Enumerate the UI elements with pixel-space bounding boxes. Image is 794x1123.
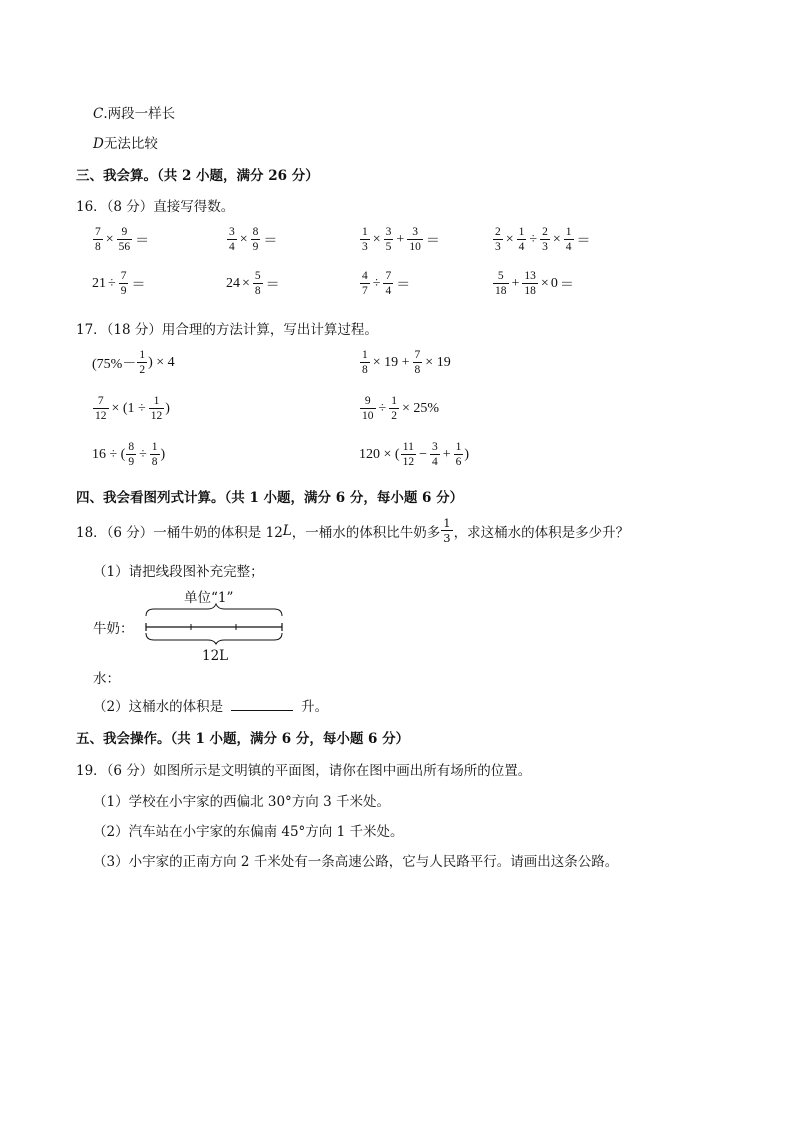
option-d-text: 无法比较 [103,136,158,152]
q17-expr-3: $\frac{7}{12}$ × (1 ÷ $\frac{1}{12}$ ) [95,395,170,423]
option-c-letter: C [93,106,104,122]
fraction: $\frac{7}{9}$ [120,270,127,298]
fraction: $\frac{1}{8}$ [362,349,368,377]
q17-expr-1: (75%－ $\frac{1}{2}$ ) × 4 [92,349,175,377]
fraction: $\frac{5}{18}$ [495,270,507,298]
option-d-letter: D [93,136,104,152]
fraction: $\frac{1}{4}$ [518,226,525,254]
q16-expr-d: $\frac{2}{3}$ × $\frac{1}{4}$ ÷ $\frac{2}{3}$ × $\frac{1}{4}$ ＝ [495,226,591,254]
bottom-brace [146,633,282,644]
line-segment-diagram [140,603,290,645]
q16-expr-c: $\frac{1}{3}$ × $\frac{3}{5}$ + $\frac{3}{10}$ ＝ [362,226,440,254]
fraction: $\frac{11}{12}$ [402,441,415,469]
q18-sub1: （1）请把线段图补充完整； [93,564,264,580]
fraction: $\frac{1}{6}$ [455,441,462,469]
q16-expr-g: $\frac{4}{7}$ ÷ $\frac{7}{4}$ ＝ [362,270,411,298]
milk-label: 牛奶： [93,621,134,637]
q16-expr-b: $\frac{3}{4}$ × $\frac{8}{9}$ ＝ [229,226,278,254]
fraction: $\frac{3}{10}$ [409,226,421,254]
total-label: 12L [202,648,229,664]
option-c-text: 两段一样长 [107,106,176,122]
fraction: $\frac{1}{2}$ [139,349,146,377]
q19-sub1: （1）学校在小宇家的西偏北 30°方向 3 千米处。 [93,794,390,810]
section-4-heading: 四、我会看图列式计算。（共 1 小题，满分 6 分，每小题 6 分） [76,490,464,506]
q16-expr-f: 24 × $\frac{5}{8}$ ＝ [226,270,280,298]
section-5-heading: 五、我会操作。（共 1 小题，满分 6 分，每小题 6 分） [76,731,410,747]
fraction: $\frac{1}{3}$ [443,516,451,546]
fraction: $\frac{9}{10}$ [362,395,374,423]
top-brace [146,604,282,616]
fraction: $\frac{7}{12}$ [95,395,107,423]
fraction: $\frac{1}{2}$ [391,395,397,423]
fraction: $\frac{1}{3}$ [362,226,368,254]
fraction: $\frac{1}{12}$ [150,395,163,423]
fraction: $\frac{3}{4}$ [229,226,235,254]
option-c: C.两段一样长 [93,106,176,122]
fraction: $\frac{7}{8}$ [95,226,101,254]
fraction: $\frac{3}{4}$ [431,441,438,469]
q18-sub2: （2）这桶水的体积是 升。 [93,699,329,715]
option-d [93,132,158,152]
unit-one-label: 单位“1” [184,590,234,606]
q17-expr-4: $\frac{9}{10}$ ÷ $\frac{1}{2}$ × 25% [362,395,439,423]
q18-title: 18．（6 分）一桶牛奶的体积是 12 L ，一桶水的体积比牛奶多 $\frac{1}{3}$ ，求这桶水的体积是多少升？ [76,516,630,546]
water-label: 水： [93,671,120,687]
q19-sub3: （3）小宇家的正南方向 2 千米处有一条高速公路，它与人民路平行。请画出这条公路。 [93,854,619,870]
q19-title: 19．（6 分）如图所示是文明镇的平面图，请你在图中画出所有场所的位置。 [76,763,532,779]
fraction: $\frac{5}{8}$ [254,270,261,298]
fraction: $\frac{4}{7}$ [362,270,368,298]
q17-expr-2: $\frac{1}{8}$ × 19 + $\frac{7}{8}$ × 19 [362,349,451,377]
q17-expr-5: 16 ÷ ( $\frac{8}{9}$ ÷ $\frac{1}{8}$ ) [92,441,166,469]
q16-expr-e: 21 ÷ $\frac{7}{9}$ ＝ [92,270,146,298]
q16-title: 16．（8 分）直接写得数。 [76,199,235,215]
fraction: $\frac{2}{3}$ [542,226,548,254]
fraction: $\frac{7}{8}$ [414,349,421,377]
answer-blank[interactable] [231,698,293,711]
q17-title: 17．（18 分）用合理的方法计算，写出计算过程。 [76,322,378,338]
fraction: $\frac{3}{5}$ [385,226,392,254]
fraction: $\frac{9}{56}$ [118,226,131,254]
fraction: $\frac{7}{4}$ [385,270,392,298]
fraction: $\frac{8}{9}$ [128,441,135,469]
section-3-heading: 三、我会算。（共 2 小题，满分 26 分） [76,168,319,184]
q17-expr-6: 120 × ( $\frac{11}{12}$ − $\frac{3}{4}$ + $\frac{1}{6}$ ) [359,441,470,469]
q16-expr-a: $\frac{7}{8}$ × $\frac{9}{56}$ ＝ [95,226,150,254]
fraction: $\frac{1}{4}$ [565,226,572,254]
q19-sub2: （2）汽车站在小宇家的东偏南 45°方向 1 千米处。 [93,824,404,840]
fraction: $\frac{2}{3}$ [495,226,501,254]
fraction: $\frac{8}{9}$ [252,226,259,254]
fraction: $\frac{1}{8}$ [151,441,158,469]
fraction: $\frac{13}{18}$ [524,270,536,298]
q16-expr-h: $\frac{5}{18}$ + $\frac{13}{18}$ × 0 ＝ [495,270,574,298]
